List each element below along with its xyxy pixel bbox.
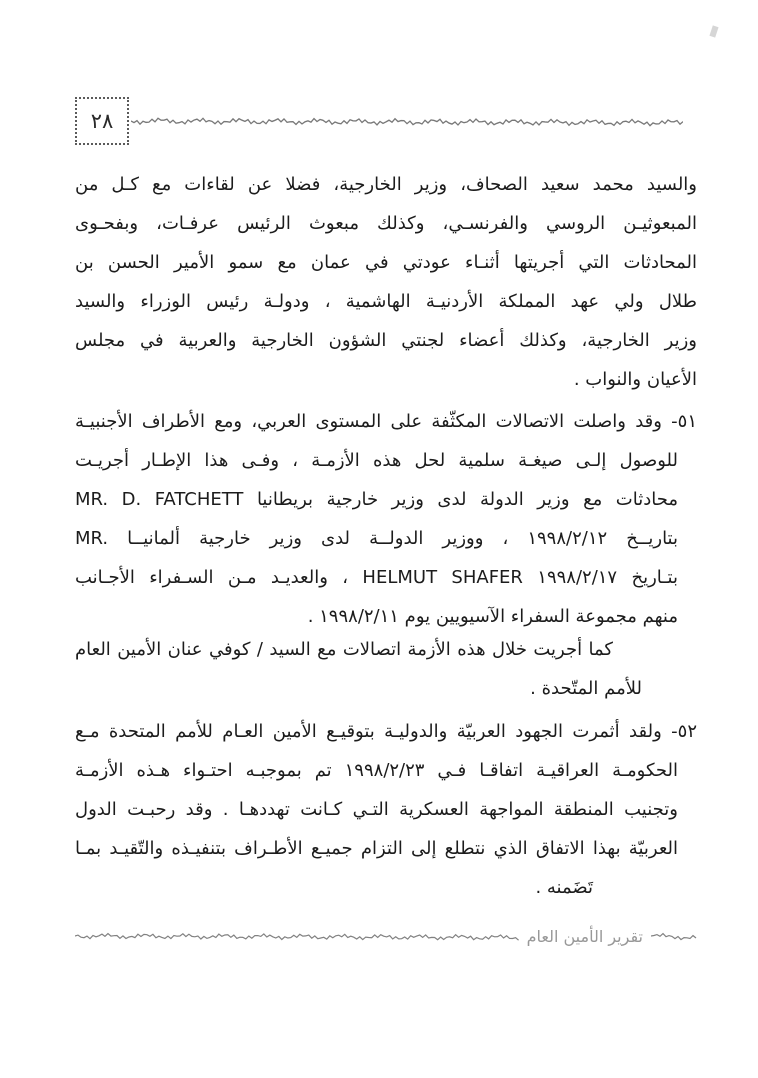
text-line: تَضَمنه . bbox=[535, 877, 593, 898]
text-line: ٥١- وقد واصلت الاتصالات المكثّفة على المستوى العربي، ومع الأطراف الأجنبيـة bbox=[75, 411, 697, 432]
text-line: بتاريــخ ١٩٩٨/٢/١٢ ، ووزير الدولــة لدى وزير خارجية ألمانيــا MR.‎ bbox=[75, 528, 678, 549]
text-line: الحكومـة العراقيـة اتفاقـا فـي ١٩٩٨/٢/٢٣ تم بموجبـه احتـواء هـذه الأزمـة bbox=[75, 760, 679, 781]
text-line: المبعوثيـن الروسي والفرنسـي، وكذلك مبعوث الرئيس عرفـات، وبفحـوى bbox=[75, 213, 697, 234]
text-line: بتـاريخ ١٩٩٨/٢/١٧ HELMUT SHAFER ، والعديـد مـن السـفراء الأجـانب bbox=[75, 567, 678, 588]
footer-rule-squiggle-left bbox=[75, 929, 519, 943]
page-number-box bbox=[75, 97, 129, 145]
page-number: ٢٨ bbox=[90, 109, 114, 133]
text-line: والسيد محمد سعيد الصحاف، وزير الخارجية، فضلا عن لقاءات مع كـل من bbox=[75, 174, 697, 195]
text-line: وتجنيب المنطقة المواجهة العسكرية التـي كـانت تهددهـا . وقد رحبـت الدول bbox=[75, 799, 678, 820]
footer-rule-squiggle-right bbox=[651, 929, 697, 943]
paragraph-sub-51 bbox=[75, 630, 697, 708]
text-line: ٥٢- ولقد أثمرت الجهود العربيّة والدوليـة بتوقيـع الأمين العـام للأمم المتحدة مـع bbox=[75, 721, 697, 742]
scan-artifact bbox=[709, 25, 718, 37]
text-line: المحادثات التي أجريتها أثنـاء عودتي في عمان مع سمو الأمير الحسن بن bbox=[75, 252, 697, 273]
paragraph-51 bbox=[75, 402, 697, 636]
footer-title: تقرير الأمين العام bbox=[526, 926, 643, 946]
text-line: طلال ولي عهد المملكة الأردنيـة الهاشمية ، ودولـة رئيس الوزراء والسيد bbox=[75, 291, 697, 312]
text-line: منهم مجموعة السفراء الآسيويين يوم ١٩٩٨/٢/١١ . bbox=[307, 606, 678, 627]
text-line: كما أجريت خلال هذه الأزمة اتصالات مع السيد / كوفي عنان الأمين العام bbox=[75, 639, 613, 660]
text-line: محادثات مع وزير الدولة لدى وزير خارجية بريطانيا MR. D. FATCHETT‎ bbox=[75, 489, 678, 510]
text-line: العربيّة بهذا الاتفاق الذي نتطلع إلى التزام جميـع الأطـراف بتنفيـذه والتّقيـد بمـا bbox=[75, 838, 678, 859]
text-line: وزير الخارجية، وكذلك أعضاء لجنتي الشؤون الخارجية والعربية في مجلس bbox=[75, 330, 697, 351]
text-line: الأعيان والنواب . bbox=[573, 369, 697, 390]
header-rule-squiggle bbox=[131, 113, 683, 129]
text-line: للأمم المتّحدة . bbox=[530, 678, 642, 699]
paragraph-52 bbox=[75, 712, 697, 907]
text-line: للوصول إلـى صيغـة سلمية لحل هذه الأزمـة ، وفـى هذا الإطـار أجريـت bbox=[75, 450, 678, 471]
page-footer bbox=[75, 924, 697, 948]
paragraph-intro bbox=[75, 165, 697, 399]
